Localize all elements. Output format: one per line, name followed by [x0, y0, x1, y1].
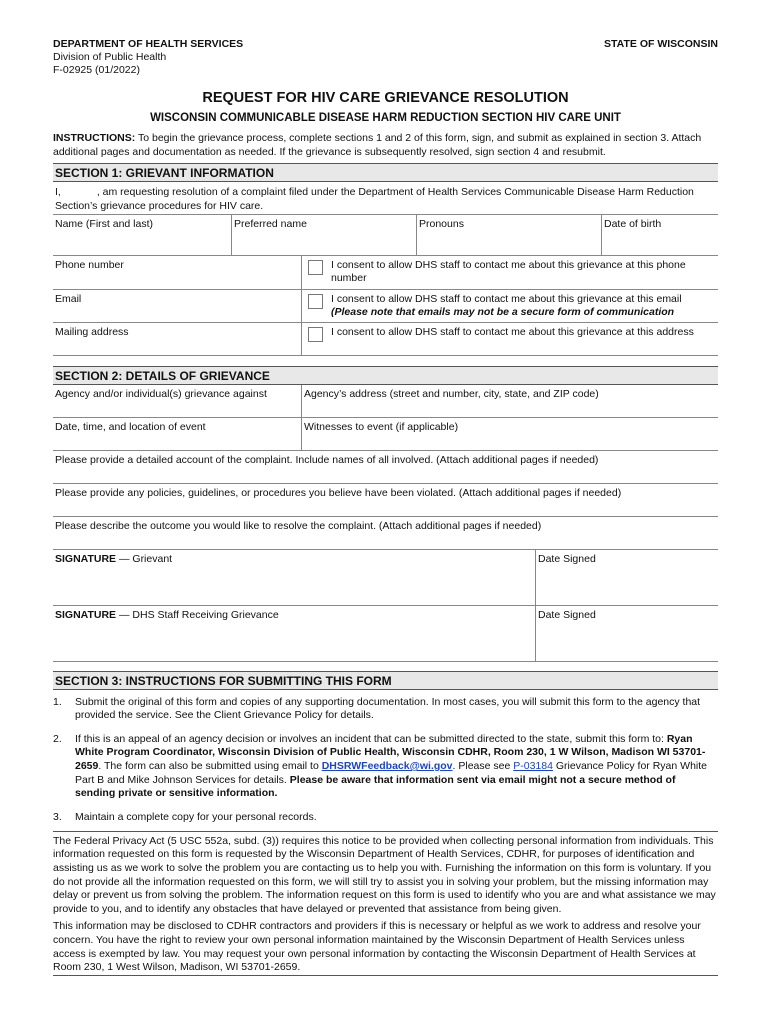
step-3-text: Maintain a complete copy for your personal records. [75, 810, 317, 823]
step-1-text: Submit the original of this form and copies of any supporting documentation. In most cases, you will submit this form to the agency that provided the service. See the Client Grievance Policy for details. [75, 695, 701, 722]
staff-date-label: Date Signed [538, 608, 596, 621]
phone-label: Phone number [55, 258, 124, 271]
step-2-address: Ryan White Program Coordinator, Wisconsin Division of Public Health, Wisconsin CDHR, Room 230, 1 W Wilson, Madison WI 53701-2659 [75, 732, 706, 773]
email-security-note: (Please note that emails may not be a secure form of communication [331, 306, 675, 319]
privacy-notice [53, 831, 718, 976]
privacy-paragraph-2: This information may be disclosed to CDHR contractors and providers if this is necessary or helpful as we work to address and resolve your concern. You have the right to review your own personal information maintained by the Wisconsin Department of Health Services unless access is exempted by law. You may request your own personal information by contacting the Wisconsin Department of Health Services at Room 230, 1 West Wilson, Madison, WI 53701-2659. [53, 920, 718, 976]
email-consent [301, 290, 718, 322]
name-field[interactable] [53, 215, 231, 255]
form-subtitle: WISCONSIN COMMUNICABLE DISEASE HARM REDUCTION SECTION HIV CARE UNIT [150, 112, 621, 125]
department-name: DEPARTMENT OF HEALTH SERVICES [53, 38, 244, 50]
privacy-paragraph-1: The Federal Privacy Act (5 USC 552a, subd. (3)) requires this notice to be provided when collecting personal information from individuals. This information requested on this form is requested by the Wisconsin Department of Health Services, CDHR, for purposes of identification and assisting us as we work to solve the problem you are contacting us to help you with. Furnishing the information on this form is voluntary. If you do not provide all the information requested on this form, we will still try to assist you in solving your problem, but the missing information may delay or prevent us from solving the problem. The information request on this form is used to identify who you are and what assistance we may provide to you, and to identify any obstacles that have delayed or prevented that assistance from being given. [53, 834, 716, 915]
step-2-text [75, 733, 718, 801]
email-consent-text-wrap [331, 293, 682, 320]
event-row [53, 418, 718, 451]
agency-row [53, 385, 718, 418]
instructions-text: To begin the grievance process, complete sections 1 and 2 of this form, sign, and submit as explained in section 3. Attach additional pages and documentation as needed. If the grievance is subsequently resolved, sign section 4 and resubmit. [53, 132, 702, 159]
phone-consent-text: I consent to allow DHS staff to contact me about this grievance at this phone number [331, 258, 686, 285]
agency-field[interactable] [53, 385, 301, 417]
section3-heading: SECTION 3: INSTRUCTIONS FOR SUBMITTING THIS FORM [53, 671, 718, 690]
grievant-date-label: Date Signed [538, 552, 596, 565]
witnesses-label: Witnesses to event (if applicable) [304, 420, 459, 433]
agency-address-field[interactable] [301, 385, 718, 417]
account-field[interactable] [53, 451, 718, 484]
step-1-number: 1. [53, 695, 62, 708]
phone-consent [301, 256, 718, 289]
phone-consent-checkbox[interactable] [308, 260, 323, 275]
step-2-see: . Please see [452, 760, 514, 773]
grievant-signature-row [53, 550, 718, 606]
staff-signature-row [53, 606, 718, 662]
account-label: Please provide a detailed account of the complaint. Include names of all involved. (Attach additional pages if needed) [55, 453, 599, 466]
intro-text: , am requesting resolution of a complaint filed under the Department of Health Services Communicable Disease Harm Reduction Section’s grievance procedures for HIV care. [55, 185, 694, 213]
mail-row [53, 323, 718, 356]
grievant-signature-label: — Grievant [116, 552, 173, 565]
email-row [53, 290, 718, 323]
form-title: REQUEST FOR HIV CARE GRIEVANCE RESOLUTION [202, 90, 569, 107]
staff-date-field[interactable] [535, 606, 718, 661]
step-2-email-intro: . The form can also be submitted using email to [98, 760, 322, 773]
outcome-label: Please describe the outcome you would like to resolve the complaint. (Attach additional pages if needed) [55, 519, 542, 532]
division-name: Division of Public Health [53, 51, 167, 64]
form-number: F-02925 (01/2022) [53, 64, 140, 77]
staff-signature-label: — DHS Staff Receiving Grievance [116, 608, 279, 621]
policies-field[interactable] [53, 484, 718, 517]
mail-consent-checkbox[interactable] [308, 327, 323, 342]
section1-intro [53, 182, 718, 214]
state-name: STATE OF WISCONSIN [604, 38, 718, 50]
policies-label: Please provide any policies, guidelines, or procedures you believe have been violated. (Attach additional pages if needed) [55, 486, 622, 499]
name-row [53, 214, 718, 256]
submission-steps [53, 690, 718, 825]
mail-consent-text: I consent to allow DHS staff to contact me about this grievance at this address [331, 325, 694, 338]
agency-label: Agency and/or individual(s) grievance against [55, 387, 267, 400]
witnesses-field[interactable] [301, 418, 718, 450]
name-label: Name (First and last) [55, 217, 154, 230]
instructions [53, 131, 718, 159]
email-label: Email [55, 292, 82, 305]
step-2-policy: Grievance Policy for Ryan White Part B and Mike Johnson Services for details. [75, 760, 707, 786]
preferred-name-label: Preferred name [234, 217, 307, 230]
mail-consent [301, 323, 718, 355]
intro-prefix: I, [55, 185, 61, 198]
step-1 [53, 696, 718, 723]
staff-signature-field[interactable] [53, 606, 535, 661]
event-field[interactable] [53, 418, 301, 450]
preferred-name-field[interactable] [231, 215, 416, 255]
step-2-warning: Please be aware that information sent via email might not a secure method of sending private or sensitive information. [75, 773, 676, 800]
outcome-field[interactable] [53, 517, 718, 550]
header-left [53, 38, 243, 77]
phone-row [53, 256, 718, 290]
feedback-email-link[interactable]: DHSRWFeedback@wi.gov [321, 760, 453, 773]
grievant-signature-field[interactable] [53, 550, 535, 605]
email-consent-text: I consent to allow DHS staff to contact me about this grievance at this email [331, 292, 682, 305]
dob-label: Date of birth [604, 217, 662, 230]
event-label: Date, time, and location of event [55, 420, 206, 433]
pronouns-label: Pronouns [419, 217, 464, 230]
grievant-date-field[interactable] [535, 550, 718, 605]
pronouns-field[interactable] [416, 215, 601, 255]
grievant-signature-bold: SIGNATURE [55, 552, 117, 565]
policy-link[interactable]: P-03184 [513, 760, 553, 773]
step-3 [53, 811, 718, 825]
email-field[interactable] [53, 290, 301, 322]
form-header [53, 38, 718, 77]
dob-field[interactable] [601, 215, 718, 255]
mail-field[interactable] [53, 323, 301, 355]
staff-signature-bold: SIGNATURE [55, 608, 117, 621]
step-3-number: 3. [53, 810, 62, 823]
email-consent-checkbox[interactable] [308, 294, 323, 309]
agency-address-label: Agency’s address (street and number, city, state, and ZIP code) [304, 387, 599, 400]
step-2 [53, 733, 718, 801]
section1-heading: SECTION 1: GRIEVANT INFORMATION [53, 163, 718, 182]
instructions-label: INSTRUCTIONS: [53, 132, 136, 145]
mail-label: Mailing address [55, 325, 129, 338]
phone-field[interactable] [53, 256, 301, 289]
step-2-number: 2. [53, 732, 62, 745]
step-2-intro: If this is an appeal of an agency decision or involves an incident that can be submitted directed to the state, submit this form to: [75, 732, 667, 745]
section2-heading: SECTION 2: DETAILS OF GRIEVANCE [53, 366, 718, 385]
